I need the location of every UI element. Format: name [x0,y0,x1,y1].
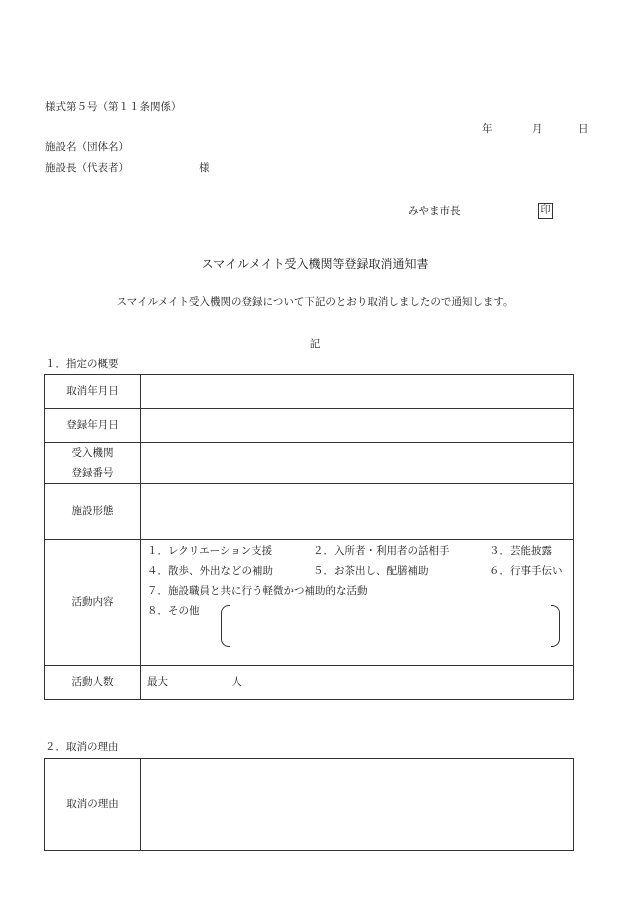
date-day-label: 日 [578,123,589,135]
other-detail-field[interactable] [231,606,547,642]
activity-field [141,540,574,666]
cancel-date-field[interactable] [141,375,574,409]
activity-count-field[interactable] [141,666,574,700]
count-prefix: 最大 [147,676,168,689]
cancel-reason-field[interactable] [141,759,574,851]
facility-type-field[interactable] [141,484,574,540]
table-row [45,375,574,409]
activity-option-2[interactable]: ２．入所者・利用者の話相手 [313,545,450,557]
register-date-label: 登録年月日 [45,409,141,443]
date-month-label: 月 [532,123,543,135]
register-date-field[interactable] [141,409,574,443]
activity-option-4[interactable]: ４．散歩、外出などの補助 [147,565,273,577]
table-row [45,443,574,484]
reason-table [44,758,574,851]
activity-label: 活動内容 [45,540,141,666]
honorific-sama: 様 [199,162,210,174]
document-title: スマイルメイト受入機関等登録取消通知書 [201,257,429,271]
table-row [45,540,574,666]
table-row [45,666,574,700]
activity-option-7[interactable]: ７．施設職員と共に行う軽微かつ補助的な活動 [147,585,368,597]
registration-number-label-line1: 受入機関 [71,447,114,459]
cancel-date-label: 取消年月日 [45,375,141,409]
ki-label: 記 [309,338,321,350]
count-unit: 人 [231,676,242,689]
date-year-label: 年 [482,123,493,135]
section1-heading: １．指定の概要 [45,358,119,370]
other-bracket-right [551,605,560,647]
table-row [45,759,574,851]
registration-number-field[interactable] [141,443,574,484]
issuer-name: みやま市長 [408,205,461,217]
activity-count-label: 活動人数 [45,666,141,700]
section2-heading: ２．取消の理由 [45,741,119,753]
intro-text: スマイルメイト受入機関の登録について下記のとおり取消しましたので通知します。 [116,296,514,308]
table-row [45,409,574,443]
overview-table [44,374,574,700]
facility-type-label: 施設形態 [45,484,141,540]
activity-option-1[interactable]: １．レクリエーション支援 [147,545,273,557]
other-bracket-left [221,605,230,647]
activity-option-5[interactable]: ５．お茶出し、配膳補助 [313,565,429,577]
registration-number-label-line2: 登録番号 [71,467,114,479]
seal-mark [538,203,553,219]
activity-option-8[interactable]: ８．その他 [147,605,200,617]
facility-head-label: 施設長（代表者） [45,162,129,174]
form-number: 様式第５号（第１１条関係） [45,101,182,113]
activity-option-6[interactable]: ６．行事手伝い [489,565,563,577]
table-row [45,484,574,540]
seal-box: 印 [538,203,553,219]
facility-name-label: 施設名（団体名） [45,141,129,153]
cancel-reason-label: 取消の理由 [45,759,141,851]
registration-number-label [45,443,141,484]
activity-option-3[interactable]: ３．芸能披露 [489,545,552,557]
